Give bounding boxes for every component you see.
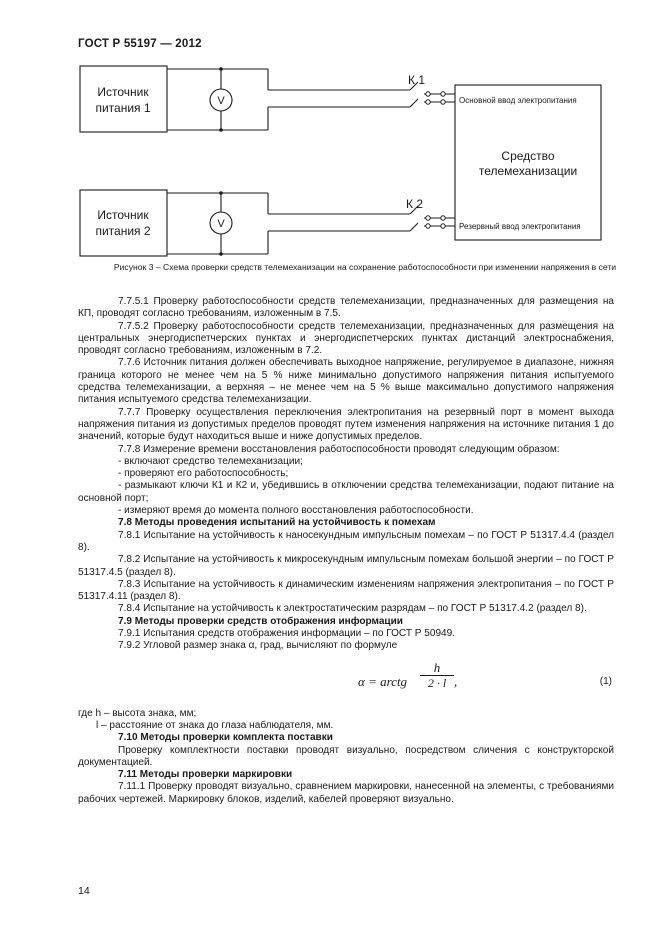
- power-source-2-box: [80, 190, 167, 256]
- list-item: - измеряют время до момента полного восстановления работоспособности.: [118, 505, 474, 517]
- paragraph-7-11-1: 7.11.1 Проверку проводят визуально, сравнением маркировки, нанесенной на элементы, с требованиями рабочих чертежей. Маркировку блоков, изделий, кабелей проверяют визуально.: [78, 781, 614, 805]
- list-item: - включают средство телемеханизации;: [118, 455, 303, 467]
- device-label-line1: Средство: [501, 149, 555, 163]
- power-source-1-box: [80, 66, 167, 132]
- section-heading-7-9: 7.9 Методы проверки средств отображения информации: [118, 615, 403, 627]
- document-header: ГОСТ Р 55197 — 2012: [78, 38, 202, 50]
- paragraph-7-7-6: 7.7.6 Источник питания должен обеспечивать выходное напряжение, регулируемое в диапазоне, нижняя граница которого не менее чем на 5 % ниже минимально допустимого напряжения питания испытуемого средства телемеханизации, а верхняя – не менее чем на 5 % выше максимально допустимого напряжения питания испытуемого средства телемеханизации.: [78, 357, 614, 406]
- switch-k2-label: К 2: [406, 197, 423, 211]
- main-input-label: Основной ввод электропитания: [459, 96, 577, 105]
- formula-numerator: h: [433, 659, 441, 675]
- paragraph-7-10: Проверку комплектности поставки проводят визуально, посредством сличения с конструкторской документацией.: [78, 744, 614, 768]
- voltmeter-2-label: V: [217, 218, 225, 230]
- figure-caption: Рисунок 3 – Схема проверки средств телемеханизации на сохранение работоспособности при изменении напряжения в сети: [113, 262, 617, 272]
- formula-denominator: 2 · l: [427, 675, 447, 690]
- list-item: - проверяют его работоспособность;: [118, 468, 289, 480]
- page-number: 14: [78, 885, 90, 897]
- source-1-label-line1: Источник: [97, 85, 149, 99]
- formula-number: (1): [599, 675, 612, 687]
- where-clause-h: где h – высота знака, мм;: [78, 707, 197, 719]
- section-heading-7-10: 7.10 Методы проверки комплекта поставки: [118, 732, 333, 744]
- paragraph-7-7-5-1: 7.7.5.1 Проверку работоспособности средств телемеханизации, предназначенных для размещения на КП, проводят согласно требованиям, изложенным в 7.5.: [78, 296, 614, 320]
- formula-lhs: α = arctg: [358, 673, 408, 689]
- section-heading-7-11: 7.11 Методы проверки маркировки: [118, 769, 293, 781]
- paragraph-7-8-3: 7.8.3 Испытание на устойчивость к динамическим изменениям напряжения электропитания – по ГОСТ Р 51317.4.11 (раздел 8).: [78, 578, 614, 603]
- paragraph-7-9-2: 7.9.2 Угловой размер знака α, град, вычисляют по формуле: [118, 640, 398, 652]
- paragraph-7-8-1: 7.8.1 Испытание на устойчивость к наносекундным импульсным помехам – по ГОСТ Р 51317.4.4 (раздел 8).: [78, 529, 614, 553]
- source-1-label-line2: питания 1: [95, 101, 151, 115]
- voltmeter-1-label: V: [217, 95, 225, 107]
- section-heading-7-8: 7.8 Методы проведения испытаний на устойчивость к помехам: [118, 517, 436, 529]
- body-text: [78, 296, 614, 806]
- paragraph-7-9-1: 7.9.1 Испытания средств отображения информации – по ГОСТ Р 50949.: [118, 628, 456, 640]
- device-label-line2: телемеханизации: [478, 164, 578, 178]
- source-2-label-line2: питания 2: [95, 224, 151, 238]
- paragraph-7-8-2: 7.8.2 Испытание на устойчивость к микросекундным импульсным помехам большой энергии – по ГОСТ Р 51317.4.5 (раздел 8).: [78, 554, 614, 578]
- reserve-input-label: Резервный ввод электропитания: [459, 222, 581, 231]
- paragraph-7-7-5-2: 7.7.5.2 Проверку работоспособности средств телемеханизации, предназначенных для размещения на центральных энергодиспетчерских пунктах и энергодиспетчерских пунктах дистанций электроснабжения, проводят согласно требованиям, изложенным в 7.2.: [78, 320, 614, 357]
- formula-fraction: [420, 659, 454, 690]
- paragraph-7-8-4: 7.8.4 Испытание на устойчивость к электростатическим разрядам – по ГОСТ Р 51317.4.2 (раздел 8).: [118, 603, 587, 615]
- paragraph-7-7-8: 7.7.8 Измерение времени восстановления работоспособности проводят следующим образом:: [118, 443, 560, 455]
- where-clause-l: l – расстояние от знака до глаза наблюдателя, мм.: [96, 719, 334, 731]
- test-circuit-diagram: [0, 0, 661, 262]
- source-2-label-line1: Источник: [97, 208, 149, 222]
- list-item: - размыкают ключи К1 и К2 и, убедившись в отключении средства телемеханизации, подают питание на основной порт;: [78, 480, 614, 504]
- formula-block: [78, 656, 614, 706]
- paragraph-7-7-7: 7.7.7 Проверку осуществления переключения электропитания на резервный порт в момент выхода напряжения питания из допустимых пределов проводят путем изменения напряжения на источнике питания 1 до значений, которые будут находиться выше и ниже допустимых пределов.: [78, 406, 614, 443]
- switch-k1-label: К 1: [408, 73, 425, 87]
- formula-comma: ,: [454, 673, 458, 689]
